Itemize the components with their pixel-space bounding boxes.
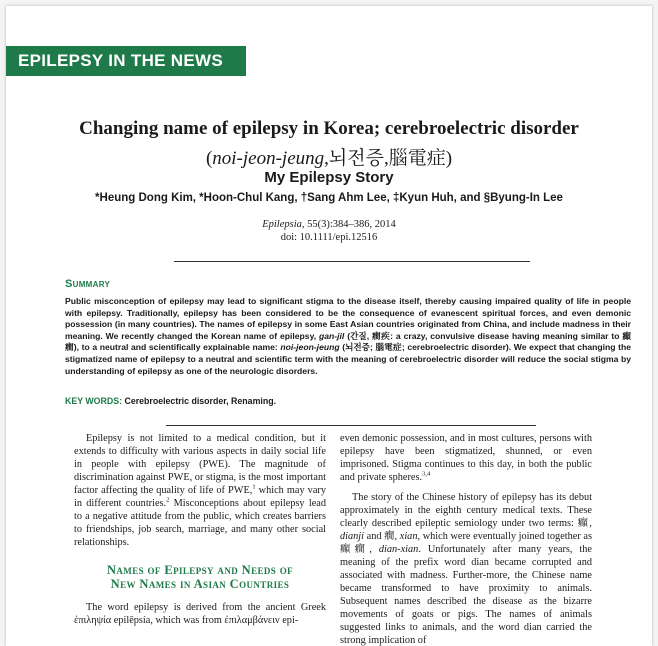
article-page bbox=[6, 6, 652, 646]
section-heading: Names of Epilepsy and Needs of New Names in Asian Countries bbox=[106, 563, 294, 591]
paragraph: The story of the Chinese history of epilepsy has its debut approximately in the eighth century medical texts. These clearly described epileptic semiology under two terms: 癲, dianji and 癇, xian, which were eventually joined together as 癲癇, dian-xian. Unfortunately after many years, the meaning of the prefix word dian became corrupted and associated with madness. Further-more, the Chinese name became transformed to have proximity to animals. Subsequent names described the disease as the bizarre movements of goats or pigs. The names of animals suggested links to animals, and the word dian carried the strong implication of bbox=[340, 492, 592, 646]
right-column bbox=[340, 432, 592, 646]
summary-heading: Summary bbox=[65, 278, 111, 290]
paragraph: The word epilepsy is derived from the ancient Greek ἐπιληψία epilēpsía, which was from ἐπιλαμβάνειν epi- bbox=[74, 602, 326, 626]
paragraph: Epilepsy is not limited to a medical condition, but it extends to difficulty with various aspects in daily social life in people with epilepsy (PWE). The magnitude of discrimination against PWE, or stigma, is the most important factor affecting the quality of life of PWE,$^1$ which may vary in different countries.$^2$ Misconceptions about epilepsy lead to a negative attitude from the public, which creates barriers to friendships, job search, marriage, and many other social relationships. bbox=[74, 433, 326, 548]
paragraph: even demonic possession, and in most cultures, persons with epilepsy have been stigmatized, shunned, or even imprisoned. Stigma continues to this day, in both the public and private spheres.$^{3,4}$ bbox=[340, 433, 592, 483]
doi[interactable]: doi: 10.1111/epi.12516 bbox=[280, 232, 378, 243]
author-list: *Heung Dong Kim, *Hoon-Chul Kang, †Sang Ahm Lee, ‡Kyun Huh, and §Byung-In Lee bbox=[95, 192, 563, 204]
journal-name: Epilepsia bbox=[262, 219, 302, 230]
citation: Epilepsia, 55(3):384–386, 2014 doi: 10.1111/epi.12516 bbox=[6, 218, 652, 244]
keywords: KEY WORDS: Cerebroelectric disorder, Renaming. bbox=[65, 396, 277, 406]
summary-text: Public misconception of epilepsy may lead to significant stigma to the disease itself, thereby causing impaired quality of life in people with epilepsy. Traditionally, epilepsy has been considered to be the consequence of evanescent spiritual forces, and even demonic possession (in many countries). The names of epilepsy in some East Asian countries originated from China, and include madness in their meaning. We recently changed the Korean name of epilepsy, gan-jil (간질, 癎疾: a crazy, convulsive disease having meaning similar to 癲癎), to a neutral and scientifically explainable name: noi-jeon-jeung (뇌전증; 腦電症; cerebroelectric disorder). We expect that changing the stigmatized name of epilepsy to a neutral and scientific term with the meaning of cerebroelectric disorder will reduce the social stigma by understanding of epilepsy as one of the neurologic disorders. bbox=[65, 296, 631, 376]
left-column bbox=[74, 432, 326, 627]
section-banner: EPILEPSY IN THE NEWS bbox=[6, 46, 246, 76]
article-title-line2: (noi-jeon-jeung,뇌전증,腦電症) bbox=[205, 148, 453, 169]
keywords-label: KEY WORDS: bbox=[65, 396, 123, 406]
article-subtitle: My Epilepsy Story bbox=[264, 169, 394, 186]
article-title: Changing name of epilepsy in Korea; cerebroelectric disorder bbox=[79, 118, 579, 139]
divider-top bbox=[174, 261, 530, 262]
divider-bottom bbox=[166, 425, 536, 426]
